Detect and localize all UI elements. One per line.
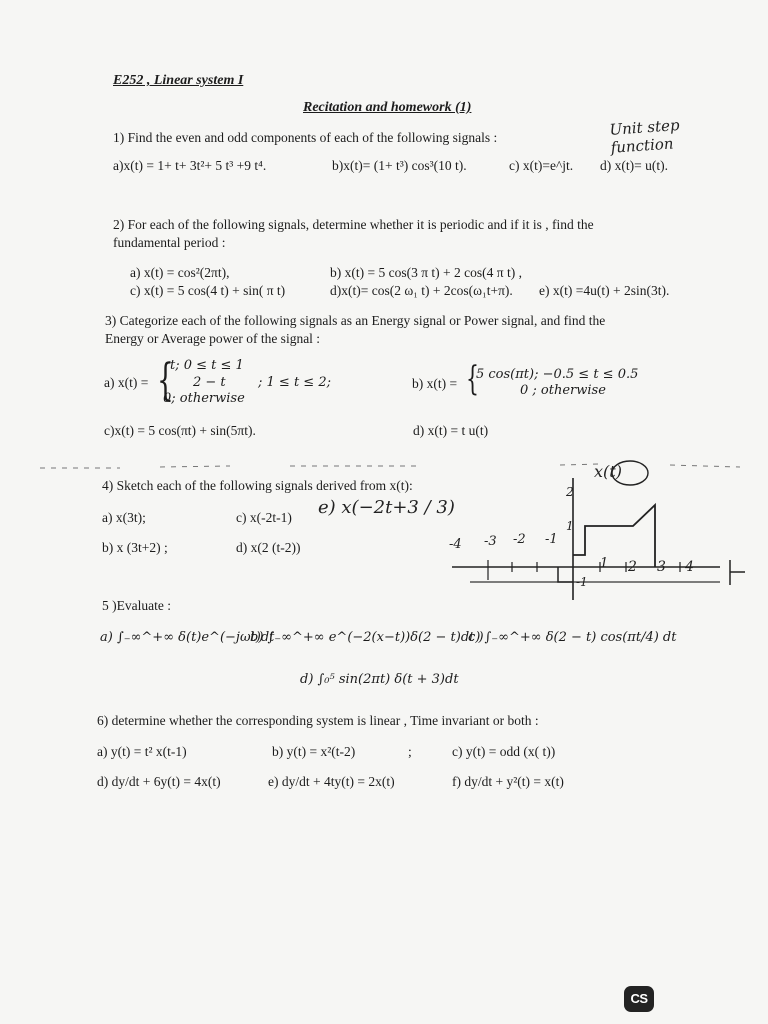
q3-b-label: b) x(t) = <box>412 376 458 391</box>
q3-a-label: a) x(t) = <box>104 375 149 390</box>
q2-e: e) x(t) =4u(t) + 2sin(3t). <box>539 283 670 298</box>
q5-a: a) ∫₋∞^+∞ δ(t)e^(−jωt)dt <box>100 630 275 645</box>
q6-a: a) y(t) = t² x(t-1) <box>97 744 187 759</box>
q5-c: c) ∫₋∞^+∞ δ(2 − t) cos(πt/4) dt <box>468 630 677 645</box>
dashed-separator <box>40 464 740 468</box>
q6-b-separator: ; <box>408 744 412 759</box>
q3-b-brace: { <box>466 359 479 399</box>
graph-x-tick-neg3: -3 <box>484 534 497 549</box>
q4-b: b) x (3t+2) ; <box>102 540 168 555</box>
q1-b: b)x(t)= (1+ t³) cos³(10 t). <box>332 158 467 173</box>
q1-a: a)x(t) = 1+ t+ 3t²+ 5 t³ +9 t⁴. <box>113 158 267 173</box>
q5-b: b) ∫₋∞^+∞ e^(−2(x−t))δ(2 − t)dt ) <box>250 630 484 645</box>
q4-prompt: 4) Sketch each of the following signals derived from x(t): <box>102 478 413 493</box>
graph-y-tick-1: 1 <box>566 519 574 533</box>
q1-c: c) x(t)=e^jt. <box>509 158 574 173</box>
graph-t-marker <box>730 560 745 585</box>
q6-e: e) dy/dt + 4ty(t) = 2x(t) <box>268 774 395 789</box>
q6-b: b) y(t) = x²(t-2) <box>272 744 356 759</box>
q2-c: c) x(t) = 5 cos(4 t) + sin( π t) <box>130 283 286 298</box>
q6-c: c) y(t) = odd (x( t)) <box>452 744 556 759</box>
q2-d: d)x(t)= cos(2 ω₁ t) + 2cos(ω₁t+π). <box>330 283 513 298</box>
graph-x-tick-3: 3 <box>657 559 666 575</box>
course-title: E252 , Linear system I <box>113 73 244 88</box>
graph-x-tick-4: 4 <box>685 559 694 575</box>
graph-signal-line <box>573 505 655 567</box>
q4-c: c) x(-2t-1) <box>236 510 292 525</box>
q3-b-case1: 5 cos(πt); −0.5 ≤ t ≤ 0.5 <box>476 367 639 382</box>
q3-d: d) x(t) = t u(t) <box>413 423 489 438</box>
q3-a-case1: t; 0 ≤ t ≤ 1 <box>170 358 244 373</box>
q1-d: d) x(t)= u(t). <box>600 158 668 173</box>
q6-d: d) dy/dt + 6y(t) = 4x(t) <box>97 774 221 789</box>
q5-d: d) ∫₀⁵ sin(2πt) δ(t + 3)dt <box>300 672 459 687</box>
q4-a: a) x(3t); <box>102 510 146 525</box>
q1-prompt: 1) Find the even and odd components of each of the following signals : <box>113 130 498 145</box>
q4-e-handwritten: e) x(−2t+3 / 3) <box>318 497 455 518</box>
q3-a-case3: 0; otherwise <box>163 391 245 406</box>
q2-a: a) x(t) = cos²(2πt), <box>130 265 230 280</box>
graph-x-tick-neg2: -2 <box>513 532 526 547</box>
q3-prompt-line1: 3) Categorize each of the following signals as an Energy signal or Power signal, and find the <box>105 313 606 328</box>
graph-x-tick-neg1: -1 <box>545 532 558 547</box>
margin-note: Unit step function <box>608 115 681 157</box>
graph-neg-segment <box>558 567 573 582</box>
graph-x-tick-1: 1 <box>600 556 609 571</box>
graph-x-tick-neg4: -4 <box>449 537 462 552</box>
q6-f: f) dy/dt + y²(t) = x(t) <box>452 774 564 789</box>
q3-a-brace: { <box>157 355 174 406</box>
q3-b-case2: 0 ; otherwise <box>520 383 606 398</box>
q3-a-case2-cond: ; 1 ≤ t ≤ 2; <box>258 375 331 390</box>
graph-x-tick-2: 2 <box>628 559 637 575</box>
q5-prompt: 5 )Evaluate : <box>102 598 171 613</box>
graph-neg-label: -1 <box>576 575 588 589</box>
q6-prompt: 6) determine whether the corresponding system is linear , Time invariant or both : <box>97 713 539 728</box>
q3-prompt-line2: Energy or Average power of the signal : <box>105 331 321 346</box>
camscanner-logo: CS <box>624 986 654 1012</box>
q2-b: b) x(t) = 5 cos(3 π t) + 2 cos(4 π t) , <box>330 265 522 280</box>
page-title: Recitation and homework (1) <box>303 100 472 115</box>
q4-d: d) x(2 (t-2)) <box>236 540 301 555</box>
q3-c: c)x(t) = 5 cos(πt) + sin(5πt). <box>104 423 256 438</box>
q3-a-case2: 2 − t <box>193 375 226 390</box>
q2-prompt-line1: 2) For each of the following signals, determine whether it is periodic and if it is , find the <box>113 217 594 232</box>
graph-y-tick-2: 2 <box>566 485 574 499</box>
graph-title: x(t) <box>594 462 622 481</box>
q2-prompt-line2: fundamental period : <box>113 235 226 250</box>
